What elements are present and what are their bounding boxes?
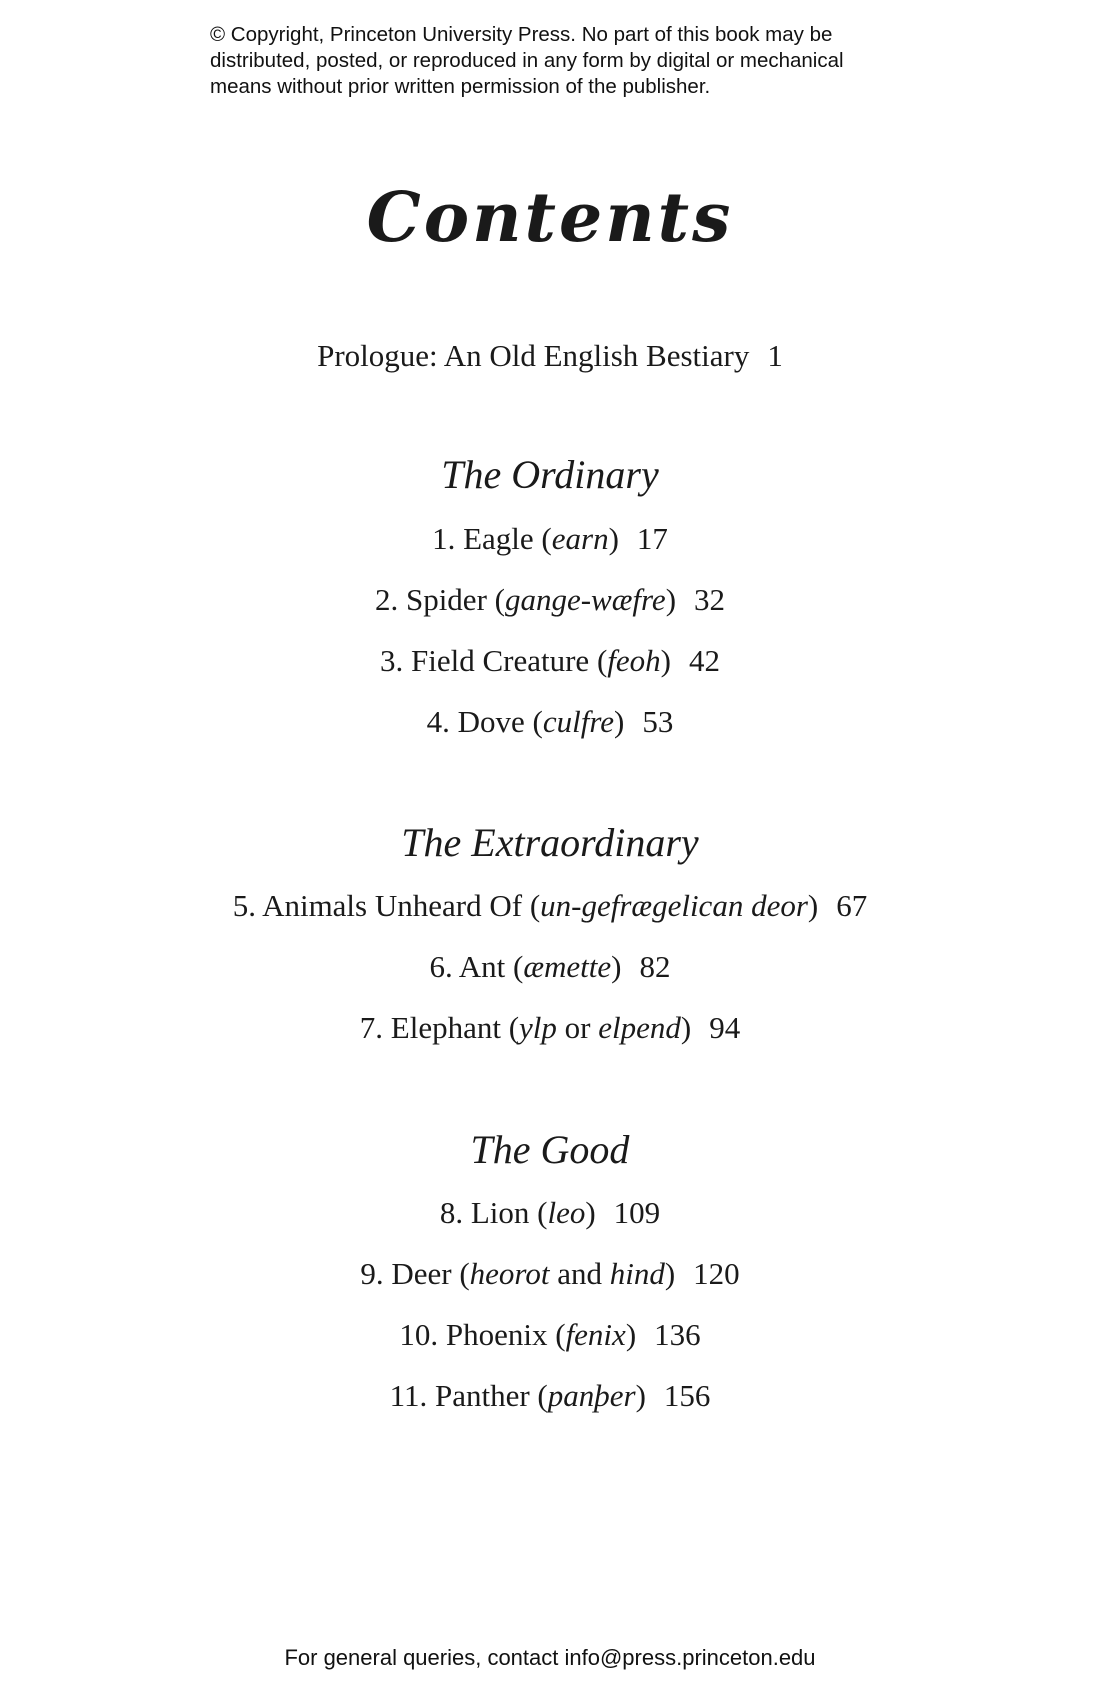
- page-number: 109: [613, 1195, 661, 1230]
- old-english-term: earn: [551, 521, 609, 556]
- entry-number: 4.: [426, 704, 450, 739]
- entry-name: Field Creature: [411, 643, 590, 678]
- paren-close: ): [664, 1256, 676, 1291]
- paren-open: (: [555, 1317, 566, 1352]
- entry-number: 9.: [360, 1256, 384, 1291]
- copyright-line: distributed, posted, or reproduced in any form by digital or mechanical: [210, 49, 844, 72]
- entry-number: 2.: [374, 582, 399, 617]
- paren-close: ): [807, 888, 819, 923]
- paren-close: ): [635, 1378, 646, 1413]
- entry-name: Phoenix: [445, 1317, 548, 1352]
- section-heading: The Ordinary: [441, 452, 659, 497]
- paren-close: ): [608, 521, 619, 556]
- entry-name: Dove: [457, 704, 525, 739]
- page-number: 17: [636, 521, 668, 556]
- paren-open: (: [537, 1378, 548, 1413]
- toc-entry: [0, 947, 1100, 987]
- old-english-term: gange-wæfre: [504, 582, 666, 617]
- prologue-label: Prologue: An Old English Bestiary: [317, 338, 750, 373]
- paren-close: ): [625, 1317, 637, 1352]
- entry-name: Ant: [458, 949, 506, 984]
- paren-close: ): [680, 1010, 692, 1045]
- paren-close: ): [611, 949, 622, 984]
- entry-number: 7.: [359, 1010, 384, 1045]
- entry-number: 1.: [432, 521, 456, 556]
- section-heading: The Good: [470, 1127, 630, 1172]
- paren-open: (: [537, 1195, 548, 1230]
- section-heading: The Extraordinary: [401, 820, 699, 865]
- old-english-term: panþer: [547, 1378, 636, 1413]
- paren-close: ): [585, 1195, 596, 1230]
- toc-entry: [0, 886, 1100, 926]
- entry-number: 11.: [389, 1378, 428, 1413]
- page-title: Contents: [366, 178, 734, 258]
- old-english-term: elpend: [598, 1010, 681, 1045]
- old-english-term: heorot: [469, 1256, 550, 1291]
- page-number: 1: [767, 338, 783, 373]
- page-number: 53: [642, 704, 674, 739]
- page-number: 120: [693, 1256, 740, 1291]
- toc-entry: [0, 702, 1100, 742]
- toc-entry: [0, 519, 1100, 559]
- entry-number: 5.: [232, 888, 257, 923]
- entry-name: Panther: [434, 1378, 530, 1413]
- page-number: 136: [654, 1317, 701, 1352]
- old-english-term: leo: [547, 1195, 586, 1230]
- toc-entry: [0, 1193, 1100, 1233]
- paren-open: (: [596, 643, 608, 678]
- entry-number: 8.: [439, 1195, 464, 1230]
- toc-entry: [0, 580, 1100, 620]
- paren-open: (: [508, 1010, 520, 1045]
- old-english-term: un-gefrægelican deor: [540, 888, 808, 923]
- entry-number: 10.: [399, 1317, 439, 1352]
- page-number: 82: [639, 949, 671, 984]
- paren-open: (: [494, 582, 505, 617]
- old-english-term: feoh: [607, 643, 661, 678]
- toc-entry: [0, 641, 1100, 681]
- entry-number: 3.: [380, 643, 404, 678]
- footer-contact: For general queries, contact info@press.princeton.edu: [284, 1645, 816, 1670]
- page-number: 42: [688, 643, 720, 678]
- paren-open: (: [532, 704, 543, 739]
- paren-close: ): [614, 704, 625, 739]
- page-number: 156: [663, 1378, 711, 1413]
- toc-entry: [0, 1254, 1100, 1294]
- page-number: 32: [694, 582, 726, 617]
- entry-name: Eagle: [463, 521, 534, 556]
- paren-open: (: [459, 1256, 470, 1291]
- paren-open: (: [529, 888, 541, 923]
- copyright-notice: [210, 22, 900, 100]
- page-number: 67: [836, 888, 868, 923]
- old-english-term: æmette: [523, 949, 612, 984]
- entry-name: Deer: [391, 1256, 452, 1291]
- old-english-term: culfre: [542, 704, 615, 739]
- page-number: 94: [709, 1010, 741, 1045]
- toc-entry: [0, 1376, 1100, 1416]
- conjunction: and: [557, 1256, 602, 1291]
- entry-name: Animals Unheard Of: [262, 888, 523, 923]
- entry-name: Elephant: [390, 1010, 501, 1045]
- entry-name: Lion: [470, 1195, 530, 1230]
- old-english-term: fenix: [565, 1317, 626, 1352]
- toc-entry: [0, 1315, 1100, 1355]
- paren-close: ): [665, 582, 677, 617]
- conjunction: or: [564, 1010, 591, 1045]
- entry-name: Spider: [405, 582, 487, 617]
- copyright-line: means without prior written permission of the publisher.: [210, 75, 711, 98]
- toc-prologue: [0, 336, 1100, 376]
- old-english-term: ylp: [519, 1010, 557, 1045]
- old-english-term: hind: [609, 1256, 665, 1291]
- entry-number: 6.: [429, 949, 453, 984]
- copyright-line: © Copyright, Princeton University Press. No part of this book may be: [210, 23, 833, 46]
- paren-close: ): [660, 643, 671, 678]
- paren-open: (: [513, 949, 524, 984]
- paren-open: (: [541, 521, 552, 556]
- toc-entry: [0, 1008, 1100, 1048]
